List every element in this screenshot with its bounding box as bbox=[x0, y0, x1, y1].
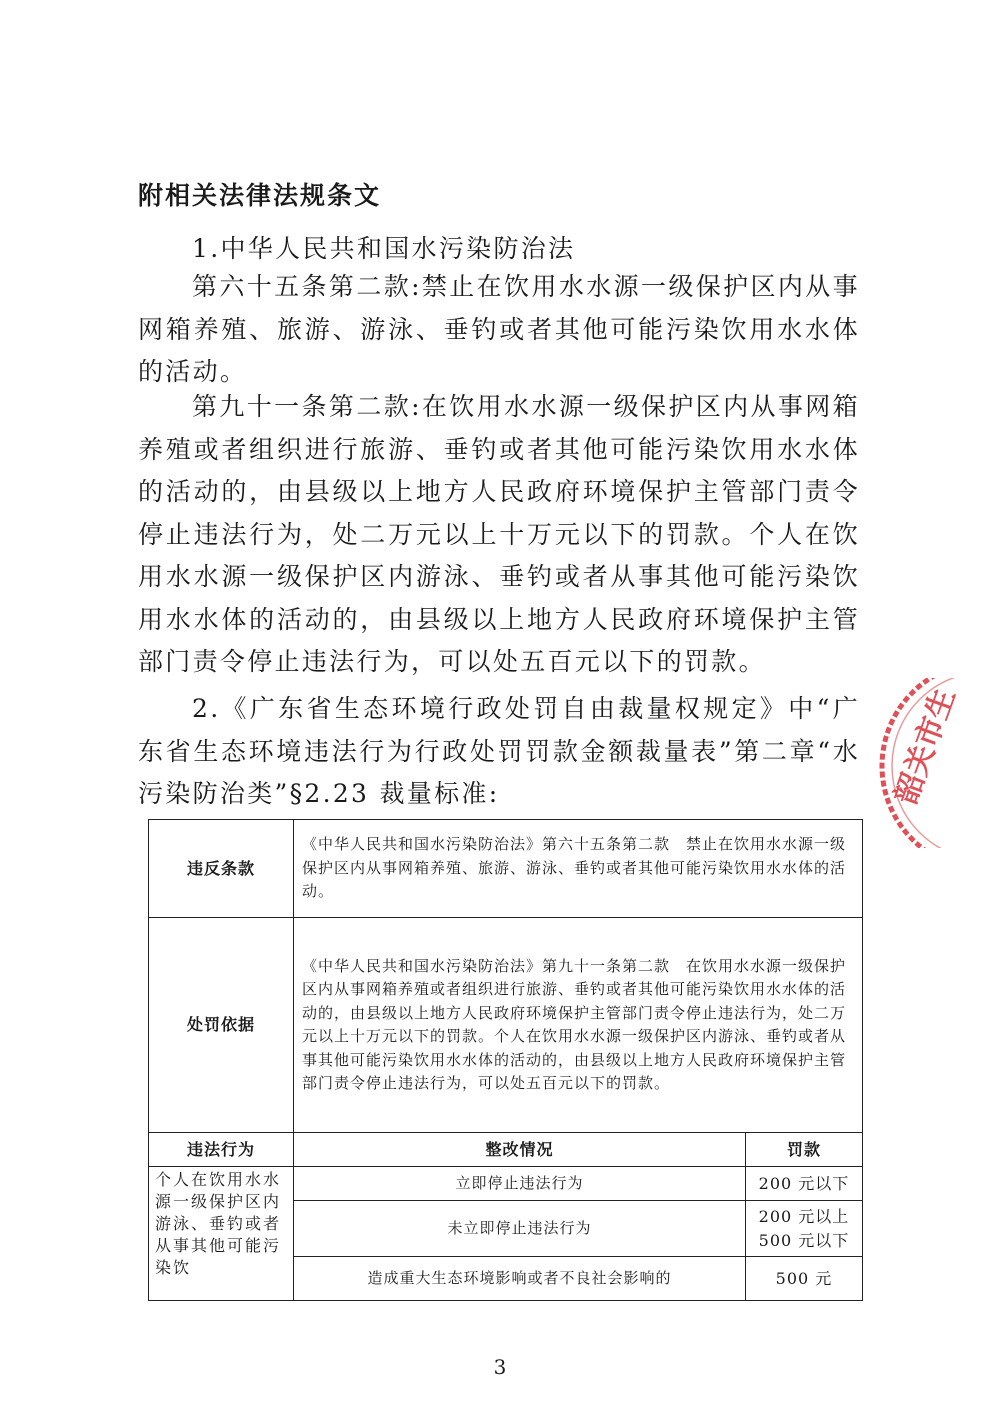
violation-label: 违反条款 bbox=[149, 820, 294, 918]
header-rectify: 整改情况 bbox=[294, 1133, 746, 1167]
article-65-paragraph: 第六十五条第二款:禁止在饮用水水源一级保护区内从事网箱养殖、旅游、游泳、垂钓或者其他可能污染饮用水水体的活动。 bbox=[138, 272, 860, 386]
item1-title: 1.中华人民共和国水污染防治法 bbox=[192, 234, 576, 263]
fine-cell bbox=[746, 1167, 863, 1201]
rectify-cell: 造成重大生态环境影响或者不良社会影响的 bbox=[294, 1257, 746, 1301]
violation-row bbox=[149, 820, 863, 918]
basis-text: 《中华人民共和国水污染防治法》第九十一条第二款 在饮用水水源一级保护区内从事网箱养殖或者组织进行旅游、垂钓或者其他可能污染饮用水水体的活动的，由县级以上地方人民政府环境保护主管部门责令停止违法行为，处二万元以上十万元以下的罚款。个人在饮用水水源一级保护区内游泳、垂钓或者从事其他可能污染饮用水水体的活动的，由县级以上地方人民政府环境保护主管部门责令停止违法行为，可以处五百元以下的罚款。 bbox=[294, 918, 863, 1133]
fine-line-2: 500 元以下 bbox=[758, 1230, 850, 1250]
page-number: 3 bbox=[493, 1355, 507, 1379]
violation-text: 《中华人民共和国水污染防治法》第六十五条第二款 禁止在饮用水水源一级保护区内从事网箱养殖、旅游、游泳、垂钓或者其他可能污染饮用水水体的活动。 bbox=[294, 820, 863, 918]
behavior-text: 个人在饮用水水源一级保护区内游泳、垂钓或者从事其他可能污染饮 bbox=[149, 1167, 294, 1301]
rectify-cell: 未立即停止违法行为 bbox=[294, 1201, 746, 1257]
table-header-row bbox=[149, 1133, 863, 1167]
fine-line-1: 500 元 bbox=[775, 1268, 833, 1288]
basis-label: 处罚依据 bbox=[149, 918, 294, 1133]
header-behavior: 违法行为 bbox=[149, 1133, 294, 1167]
item2-paragraph: 2.《广东省生态环境行政处罚自由裁量权规定》中“广东省生态环境违法行为行政处罚罚款金额裁量表”第二章“水污染防治类”§2.23 裁量标准: bbox=[138, 694, 860, 808]
header-fine: 罚款 bbox=[746, 1133, 863, 1167]
penalty-table bbox=[148, 819, 863, 1301]
fine-line-1: 200 元以下 bbox=[758, 1173, 850, 1193]
seal-icon bbox=[868, 678, 1000, 848]
svg-text:韶关市生: 韶关市生 bbox=[888, 684, 963, 809]
official-seal-stamp bbox=[868, 678, 1000, 848]
rectify-cell: 立即停止违法行为 bbox=[294, 1167, 746, 1201]
fine-cell bbox=[746, 1201, 863, 1257]
fine-cell bbox=[746, 1257, 863, 1301]
table-row bbox=[149, 1167, 863, 1201]
section-heading: 附相关法律法规条文 bbox=[138, 181, 382, 210]
basis-row bbox=[149, 918, 863, 1133]
fine-line-1: 200 元以上 bbox=[758, 1207, 850, 1226]
article-91-paragraph: 第九十一条第二款:在饮用水水源一级保护区内从事网箱养殖或者组织进行旅游、垂钓或者其他可能污染饮用水水体的活动的，由县级以上地方人民政府环境保护主管部门责令停止违法行为，处二万元以上十万元以下的罚款。个人在饮用水水源一级保护区内游泳、垂钓或者从事其他可能污染饮用水水体的活动的，由县级以上地方人民政府环境保护主管部门责令停止违法行为，可以处五百元以下的罚款。 bbox=[138, 392, 860, 676]
